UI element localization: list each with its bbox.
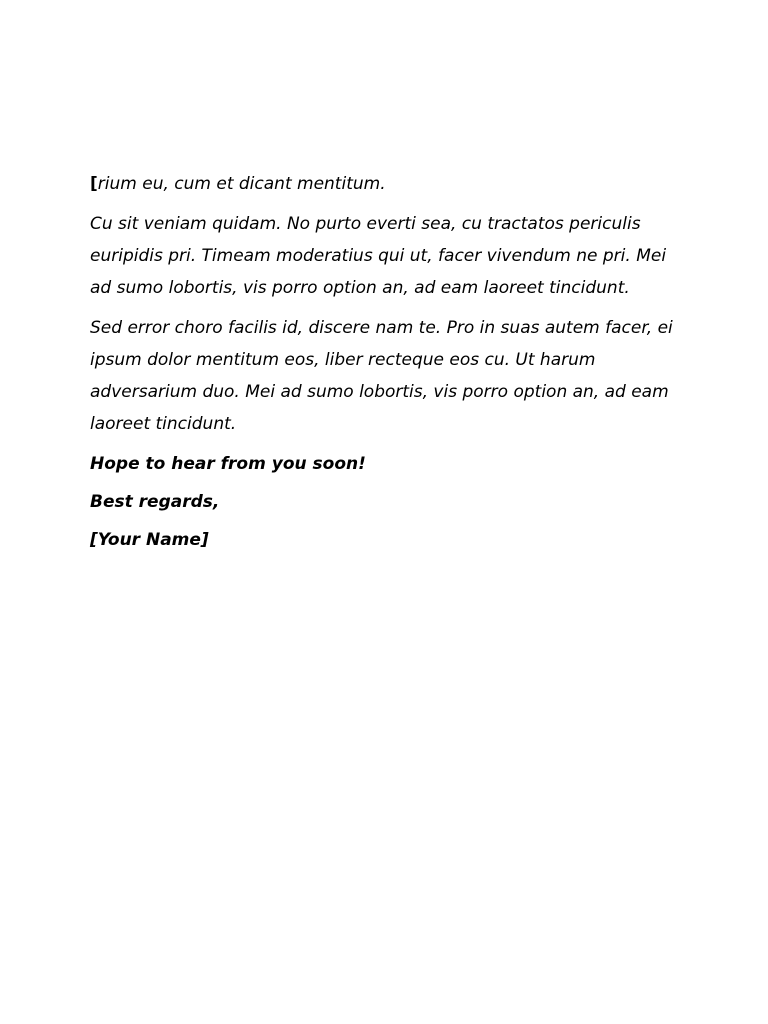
sign-off: Best regards, <box>90 492 220 512</box>
signature-placeholder: [Your Name] <box>90 530 209 550</box>
opening-line <box>90 168 690 200</box>
body-paragraph-1: Cu sit veniam quidam. No purto everti sea, cu tractatos periculis euripidis pri. Timeam moderatius qui ut, facer vivendum ne pri. Mei ad sumo lobortis, vis porro option an, ad eam laoreet tincidunt. <box>90 214 667 298</box>
opening-line-text: rium eu, cum et dicant mentitum. <box>97 174 386 194</box>
opening-bracket: [ <box>90 174 98 194</box>
closing-line: Hope to hear from you soon! <box>90 454 366 474</box>
letter-body <box>90 168 690 562</box>
body-paragraph-2: Sed error choro facilis id, discere nam te. Pro in suas autem facer, ei ipsum dolor mentitum eos, liber recteque eos cu. Ut harum adversarium duo. Mei ad sumo lobortis, vis porro option an, ad eam laoreet tincidunt. <box>90 318 673 434</box>
